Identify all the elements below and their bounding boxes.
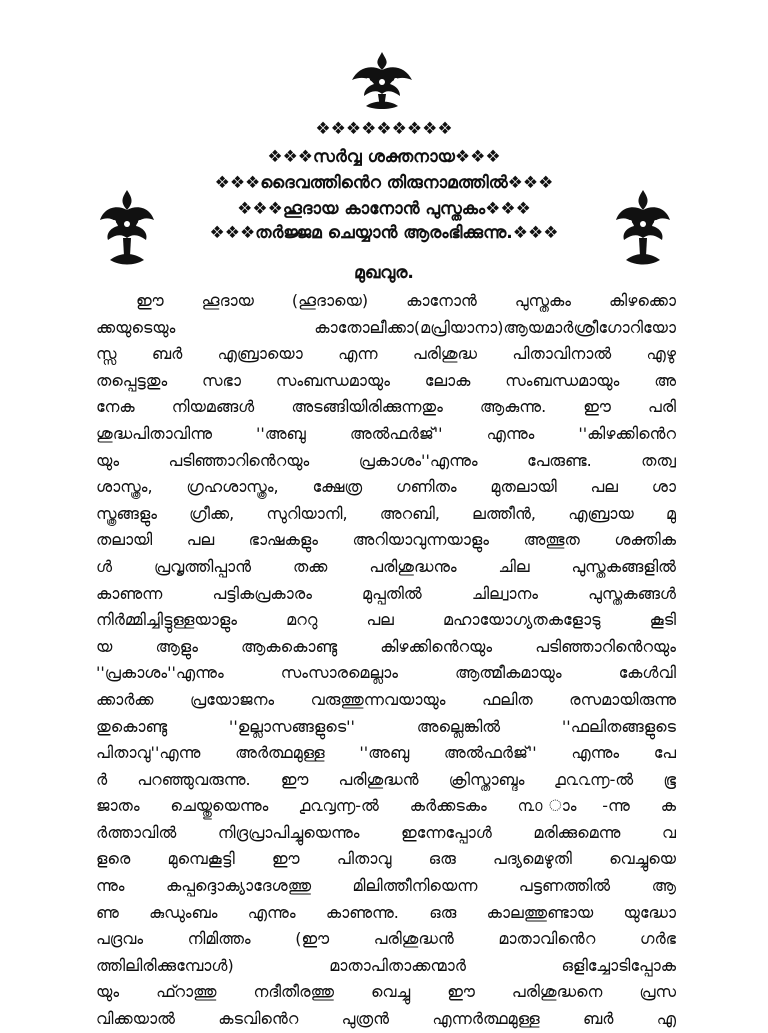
text-line: യും ഫ്റാത്തു നദീതീരത്തു വെച്ചു ഈ പരിശുദ്ധനെ പ്രസ (96, 982, 676, 1002)
text-line: ഈ ഹൂദായ (ഹൂദായെ) കാനോൻ പുസ്തകം കിഴക്കൊ (136, 291, 676, 310)
text-line: ന്നും കപ്പദ്ദൊക്യാദേശത്തു മിലിത്തീനിയെന്ന പട്ടണത്തിൽ ആ (96, 876, 676, 896)
text-line: നിർമ്മിച്ചിട്ടുള്ളയാളും മററു പല മഹായോഗ്യതകളോടു കൂടി (96, 610, 676, 630)
text-line: ളരെ മുമ്പെകൂട്ടി ഈ പിതാവു ഒരു പദ്യമെഴുതി വെച്ചുയെ (96, 849, 676, 869)
text-line: ''പ്രകാശം''എന്നും സംസാരമെല്ലാം ആത്മീകമായും കേൾവി (96, 663, 676, 683)
text-line: പിതാവു''എന്നു അർത്ഥമുള്ള ''അബു അൽഫർജ്'' എന്നും പേ (96, 743, 676, 763)
text-line: ക്കയുടെയും കാതോലീക്കാ(മപ്രിയാനാ)ആയമാർശ്രീഗോറിയോ (96, 317, 676, 337)
text-line: ർ പറഞ്ഞുവരുന്നു. ഈ പരിശുദ്ധൻ ക്രിസ്താബ്ദം ൧൨൨൬-ൽ ഭൂ (96, 769, 676, 789)
title-line-4: ❖❖❖തർജ്ജമ ചെയ്യാൻ ആരംഭിക്കുന്നു.❖❖❖ (209, 223, 559, 243)
fleuron-icon (344, 50, 420, 114)
text-line: വിക്കയാൽ കടവിൻെറ പുത്രൻ എന്നർത്ഥമുള്ള ബർ എ (96, 1009, 676, 1029)
text-line: ജാതം ചെയ്തുയെന്നും ൧൨൮൬-ൽ കർക്കടകം ൩൦ ാം-ന്നു ക (96, 796, 676, 816)
text-line: തപ്പെട്ടതും സഭാ സംബന്ധമായും ലോക സംബന്ധമായും അ (96, 370, 676, 390)
text-line: ണു കുഡുംബം എന്നും കാണുന്നു. ഒരു കാലത്തുണ്ടായ യുദ്ധോ (96, 902, 676, 922)
text-line: ശുദ്ധപിതാവിന്നു ''അബു അൽഫർജ്'' എന്നും ''കിഴക്കിൻെറ (96, 423, 676, 443)
text-line: കാണുന്ന പട്ടികപ്രകാരം മുപ്പതിൽ ചില്വാനം പുസ്തകങ്ങൾ (96, 583, 676, 603)
text-line: സ്സ ബർ എബ്രായൊ എന്ന പരിശുദ്ധ പിതാവിനാൽ എഴു (96, 344, 676, 364)
text-line: യും പടിഞ്ഞാറിൻെറയും പ്രകാശം''എന്നും പേരുണ്ട. തത്വ (96, 450, 676, 470)
text-line: തുകൊണ്ടു ''ഉല്ലാസങ്ങളുടെ'' അല്ലെങ്കിൽ ''ഫലിതങ്ങളുടെ (96, 716, 676, 736)
preface-heading: മുഖവുര. (354, 263, 414, 283)
ornament-row: ❖❖❖❖❖❖❖❖❖ (315, 119, 453, 139)
text-line: സ്ത്രങ്ങളും ഗ്രീക്ക, സുറിയാനി, അറബി, ലത്തീൻ, എബ്രായ മു (96, 503, 676, 523)
title-line-3: ❖❖❖ഹൂദായ കാനോൻ പുസ്തകം❖❖❖ (237, 199, 531, 219)
text-line: ർത്താവിൽ നിദ്രപ്രാപിച്ചുയെന്നും ഇന്നേപ്പോൾ മരിക്കുമെന്നു വ (96, 822, 676, 842)
text-line: ക്കാർക്ക പ്രയോജനം വരുത്തുന്നവയായും ഫലിത രസമായിരുന്നു (96, 689, 676, 709)
text-line: ൾ പ്രവൃത്തിപ്പാൻ തക്ക പരിശുദ്ധനും ചില പുസ്തകങ്ങളിൽ (96, 556, 676, 576)
text-line: ശാസ്ത്രം, ഗ്രഹശാസ്ത്രം, ക്ഷേത്ര ഗണിതം മുതലായി പല ശാ (96, 477, 676, 497)
title-line-1: ❖❖❖സർവ്വ ശക്തനായ❖❖❖ (267, 147, 501, 167)
text-line: പദ്രവം നിമിത്തം (ഈ പരിശുദ്ധൻ മാതാവിൻെറ ഗർഭ (96, 929, 676, 949)
text-line: നേക നിയമങ്ങൾ അടങ്ങിയിരിക്കുന്നതും ആകുന്നു. ഈ പരി (96, 397, 676, 417)
title-line-2: ❖❖❖ദൈവത്തിൻെറ തിരുനാമത്തിൽ❖❖❖ (214, 173, 554, 193)
text-line: ത്തിലിരിക്കുമ്പോൾ) മാതാപിതാക്കന്മാർ ഒളിച്ചോടിപ്പോക (96, 955, 676, 975)
text-line: തലായി പല ഭാഷകളും അറിയാവുന്നയാളും അത്ഭുത ശക്തിക (96, 530, 676, 550)
preface-body (96, 288, 676, 1033)
text-line: യ ആളും ആകകൊണ്ടു കിഴക്കിൻെറയും പടിഞ്ഞാറിൻെറയും (96, 636, 676, 656)
